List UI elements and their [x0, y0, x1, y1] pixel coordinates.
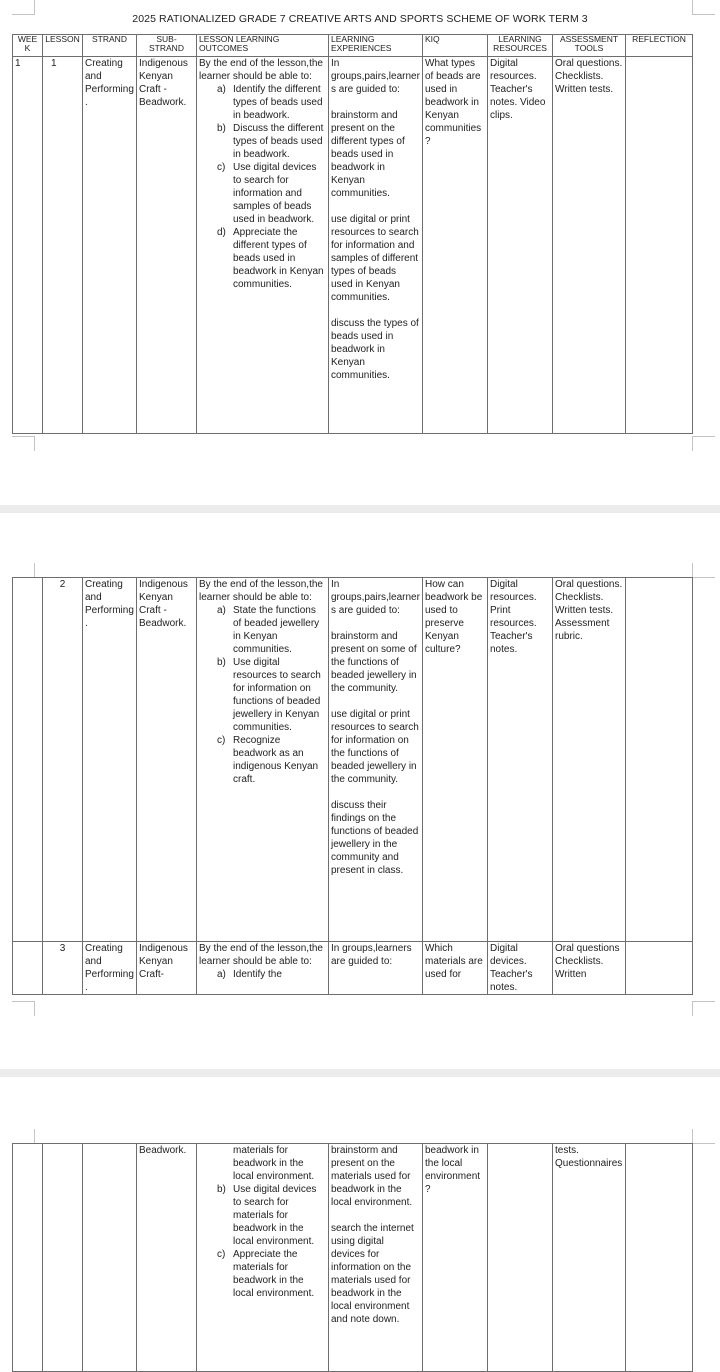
cell-experiences [329, 57, 423, 434]
table-row [13, 942, 693, 995]
cell-strand [83, 1144, 137, 1372]
experience-item: In groups,learners are guided to: [331, 943, 412, 967]
list-item: c) Use digital devices to search for information and samples of beads used in beadwork. [217, 162, 317, 225]
cell-kiq: beadwork in the local environment? [423, 1144, 488, 1372]
cell-reflection [626, 578, 693, 942]
cell-sub-strand: Indigenous Kenyan Craft - Beadwork. [137, 578, 197, 942]
header-lesson: LESSON [43, 35, 83, 57]
cell-outcomes [197, 942, 329, 995]
outcomes-intro: By the end of the lesson,the learner should be able to: [199, 58, 323, 82]
cell-assessment: Oral questions. Checklists. Written tests. [553, 57, 626, 434]
table-row [13, 57, 693, 434]
scheme-table-page-3 [12, 1143, 693, 1372]
experience-item: search the internet using digital devices for information on the materials used for beadwork in the local environment and note down. [331, 1223, 414, 1325]
cell-outcomes [197, 1144, 329, 1372]
cell-strand: Creating and Performing. [83, 578, 137, 942]
header-outcomes: LESSON LEARNING OUTCOMES [197, 35, 329, 57]
week-number: 2 [59, 579, 66, 590]
experience-item: brainstorm and present on the different types of beads used in beadwork in Kenyan communities. [331, 110, 405, 199]
outcomes-intro: By the end of the lesson,the learner should be able to: [199, 943, 323, 967]
cell-lesson: 1 [43, 57, 83, 434]
scheme-table-page-2 [12, 577, 693, 995]
page-corner-mark [12, 436, 35, 451]
cell-sub-strand: Indigenous Kenyan Craft - Beadwork. [137, 57, 197, 434]
header-assessment: ASSESSMENT TOOLS [553, 35, 626, 57]
page-corner-mark [692, 1001, 715, 1016]
outcomes-list [199, 1144, 326, 1300]
outcomes-list [199, 83, 326, 291]
experience-item: brainstorm and present on the materials used for beadwork in the local environment. [331, 1145, 413, 1208]
scheme-table-page-1 [12, 34, 693, 434]
experience-item: discuss their findings on the functions of beaded jewellery in the community and present in class. [331, 800, 419, 876]
page-separator-1 [0, 505, 720, 513]
cell-week [13, 1144, 43, 1372]
page-separator-2 [0, 1069, 720, 1077]
cell-reflection [626, 1144, 693, 1372]
cell-assessment: Oral questions. Checklists. Written tests. Assessment rubric. [553, 578, 626, 942]
page-corner-mark [12, 1001, 35, 1016]
cell-sub-strand: Indigenous Kenyan Craft- [137, 942, 197, 995]
cell-lesson [43, 942, 83, 995]
cell-assessment: tests. Questionnaires [553, 1144, 626, 1372]
cell-experiences [329, 578, 423, 942]
cell-experiences [329, 1144, 423, 1372]
page-corner-mark [12, 1129, 35, 1144]
cell-kiq: Which materials are used for [423, 942, 488, 995]
list-item: a) Identify the different types of beads used in beadwork. [217, 84, 323, 121]
cell-week [13, 942, 43, 995]
cell-strand: Creating and Performing. [83, 57, 137, 434]
header-week: WEEK [13, 35, 43, 57]
cell-week: 1 [13, 57, 43, 434]
cell-reflection [626, 57, 693, 434]
cell-outcomes [197, 578, 329, 942]
cell-outcomes [197, 57, 329, 434]
experience-item: use digital or print resources to search for information and samples of different types of beads used in Kenyan communities. [331, 214, 419, 303]
list-item: b) Discuss the different types of beads used in beadwork. [217, 123, 324, 160]
experience-item: In groups,pairs,learners are guided to: [331, 579, 420, 616]
page-corner-mark [692, 436, 715, 451]
list-item: d) Appreciate the different types of beads used in beadwork in Kenyan communities. [217, 227, 324, 290]
cell-reflection [626, 942, 693, 995]
cell-resources: Digital devices. Teacher's notes. [488, 942, 553, 995]
cell-experiences [329, 942, 423, 995]
document-title: 2025 RATIONALIZED GRADE 7 CREATIVE ARTS AND SPORTS SCHEME OF WORK TERM 3 [132, 13, 588, 25]
cell-lesson [43, 1144, 83, 1372]
page-corner-mark [692, 1129, 715, 1144]
page-corner-mark [692, 563, 715, 578]
list-item: a) State the functions of beaded jewellery in Kenyan communities. [217, 605, 320, 655]
experience-item: discuss the types of beads used in beadwork in Kenyan communities. [331, 318, 419, 381]
page-corner-mark [12, 563, 35, 578]
experience-item: In groups,pairs,learners are guided to: [331, 58, 420, 95]
cell-resources [488, 1144, 553, 1372]
outcomes-list [199, 604, 326, 786]
week-number: 3 [59, 943, 66, 954]
outcomes-intro: By the end of the lesson,the learner should be able to: [199, 579, 323, 603]
cell-lesson [43, 578, 83, 942]
cell-week [13, 578, 43, 942]
cell-kiq: How can beadwork be used to preserve Kenyan culture? [423, 578, 488, 942]
cell-resources: Digital resources. Teacher's notes. Video clips. [488, 57, 553, 434]
header-sub-strand: SUB-STRAND [137, 35, 197, 57]
cell-resources: Digital resources. Print resources. Teacher's notes. [488, 578, 553, 942]
header-reflection: REFLECTION [626, 35, 693, 57]
cell-strand: Creating and Performing. [83, 942, 137, 995]
table-header-row [13, 35, 693, 57]
table-row [13, 578, 693, 942]
header-strand: STRAND [83, 35, 137, 57]
list-item: c) Recognize beadwork as an indigenous Kenyan craft. [217, 735, 319, 785]
header-resources: LEARNING RESOURCES [488, 35, 553, 57]
list-item: a) Identify the [217, 969, 282, 980]
list-item: b) Use digital resources to search for information on functions of beaded jewellery in Kenyan communities. [217, 657, 321, 733]
list-item: c) Appreciate the materials for beadwork in the local environment. [217, 1249, 315, 1299]
cell-assessment: Oral questions Checklists. Written [553, 942, 626, 995]
table-row [13, 1144, 693, 1372]
experience-item: use digital or print resources to search for information on the functions of beaded jewellery in the community. [331, 709, 419, 785]
cell-sub-strand: Beadwork. [137, 1144, 197, 1372]
experience-item: brainstorm and present on some of the functions of beaded jewellery in the community. [331, 631, 417, 694]
header-experiences: LEARNING EXPERIENCES [329, 35, 423, 57]
list-item: materials for beadwork in the local environment. [233, 1145, 315, 1182]
cell-kiq: What types of beads are used in beadwork in Kenyan communities? [423, 57, 488, 434]
outcomes-list [199, 968, 326, 981]
header-kiq: KIQ [423, 35, 488, 57]
list-item: b) Use digital devices to search for materials for beadwork in the local environment. [217, 1184, 317, 1247]
